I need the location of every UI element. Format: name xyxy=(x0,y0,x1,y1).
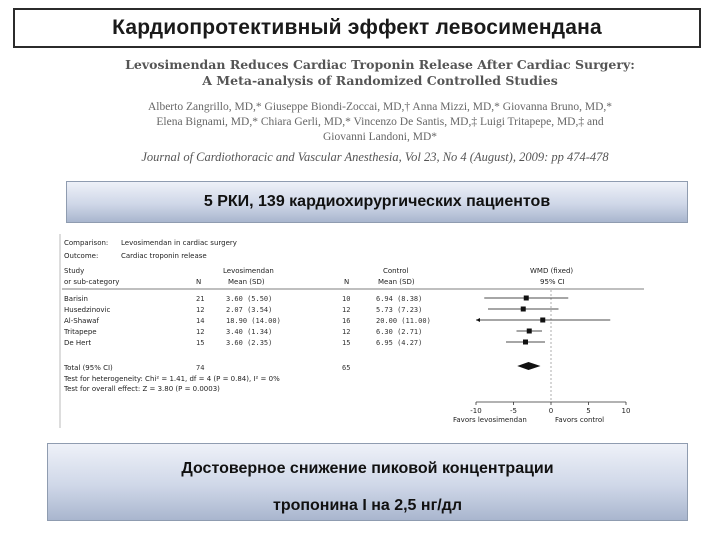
control-mean-sd: 6.94 (8.38) xyxy=(376,295,423,303)
control-mean-sd: 20.00 (11.00) xyxy=(376,317,431,325)
overall-effect-test: Test for overall effect: Z = 3.80 (P = 0.0003) xyxy=(64,385,220,393)
paper-authors xyxy=(110,100,650,145)
pooled-estimate-diamond xyxy=(517,362,540,370)
forest-marks xyxy=(470,290,630,415)
control-mean-sd: 5.73 (7.23) xyxy=(376,306,423,314)
study-name: Barisin xyxy=(64,295,88,303)
favours-right-label: Favors control xyxy=(555,416,605,424)
total-n-control: 65 xyxy=(342,364,351,372)
study-estimate-box xyxy=(523,340,528,345)
control-mean-sd: 6.30 (2.71) xyxy=(376,328,423,336)
study-estimate-box xyxy=(540,318,545,323)
header-mean-levo: Mean (SD) xyxy=(228,278,265,286)
slide-title: Кардиопротективный эффект левосимендана xyxy=(13,8,701,48)
control-n: 12 xyxy=(342,306,351,314)
x-tick-label: 5 xyxy=(586,407,591,415)
levo-n: 12 xyxy=(196,306,205,314)
paper-title-line-2: A Meta-analysis of Randomized Controlled Studies xyxy=(202,73,558,88)
levo-mean-sd: 18.90 (14.00) xyxy=(226,317,281,325)
heterogeneity-test: Test for heterogeneity: Chi² = 1.41, df = 4 (P = 0.84), I² = 0% xyxy=(64,375,280,383)
control-n: 10 xyxy=(342,295,351,303)
outcome-value: Cardiac troponin release xyxy=(121,252,207,260)
x-tick-label: 0 xyxy=(548,407,554,415)
x-tick-label: -10 xyxy=(470,407,482,415)
forest-plot-figure xyxy=(58,232,650,432)
header-study: Study xyxy=(64,267,85,275)
comparison-label: Comparison: xyxy=(64,239,109,247)
levo-n: 12 xyxy=(196,328,205,336)
levo-n: 21 xyxy=(196,295,205,303)
total-label: Total (95% CI) xyxy=(64,364,113,372)
study-estimate-box xyxy=(524,296,529,301)
study-name: Husedzinovic xyxy=(64,306,111,314)
levo-mean-sd: 3.40 (1.34) xyxy=(226,328,273,336)
authors-line-1: Alberto Zangrillo, MD,* Giuseppe Biondi-Zoccai, MD,† Anna Mizzi, MD,* Giovanna Bruno, MD,* xyxy=(147,101,613,113)
header-mean-control: Mean (SD) xyxy=(378,278,415,286)
control-n: 15 xyxy=(342,339,351,347)
header-n-levo: N xyxy=(196,278,202,286)
levo-mean-sd: 3.60 (5.50) xyxy=(226,295,273,303)
journal-citation: Journal of Cardiothoracic and Vascular Anesthesia, Vol 23, No 4 (August), 2009: pp 474-478 xyxy=(141,150,609,164)
forest-plot-svg xyxy=(58,232,650,432)
study-rows xyxy=(63,295,431,347)
comparison-value: Levosimendan in cardiac surgery xyxy=(121,239,237,247)
paper-title xyxy=(100,57,660,89)
rct-summary-box xyxy=(66,181,688,223)
paper-title-line-1: Levosimendan Reduces Cardiac Troponin Release After Cardiac Surgery: xyxy=(125,57,635,72)
levo-n: 14 xyxy=(196,317,205,325)
header-n-control: N xyxy=(344,278,350,286)
header-control-group: Control xyxy=(383,267,409,275)
x-tick-label: 10 xyxy=(621,407,631,415)
x-tick-label: -5 xyxy=(510,407,517,415)
study-estimate-box xyxy=(527,329,532,334)
header-levo-group: Levosimendan xyxy=(223,267,274,275)
control-n: 16 xyxy=(342,317,351,325)
study-estimate-box xyxy=(521,307,526,312)
levo-mean-sd: 2.07 (3.54) xyxy=(226,306,273,314)
levo-mean-sd: 3.60 (2.35) xyxy=(226,339,273,347)
result-line-2: тропонина I на 2,5 нг/дл xyxy=(272,497,462,514)
study-name: De Hert xyxy=(64,339,92,347)
header-subcategory: or sub-category xyxy=(64,278,120,286)
study-name: Al-Shawaf xyxy=(64,317,99,325)
result-box xyxy=(47,443,688,521)
authors-line-2: Elena Bignami, MD,* Chiara Gerli, MD,* Vincenzo De Santis, MD,‡ Luigi Tritapepe, MD,‡ and xyxy=(156,116,604,128)
control-n: 12 xyxy=(342,328,351,336)
control-mean-sd: 6.95 (4.27) xyxy=(376,339,423,347)
result-line-1: Достоверное снижение пиковой концентрации xyxy=(181,460,554,477)
study-name: Tritapepe xyxy=(64,328,97,336)
header-wmd: WMD (fixed) xyxy=(530,267,574,275)
authors-line-3: Giovanni Landoni, MD* xyxy=(322,131,438,143)
levo-n: 15 xyxy=(196,339,205,347)
favours-left-label: Favors levosimendan xyxy=(453,416,527,424)
total-n-levo: 74 xyxy=(196,364,205,372)
rct-summary-text: 5 РКИ, 139 кардиохирургических пациентов xyxy=(203,193,551,210)
header-ci: 95% CI xyxy=(540,278,565,286)
outcome-label: Outcome: xyxy=(64,252,99,260)
ci-arrow xyxy=(476,318,480,322)
